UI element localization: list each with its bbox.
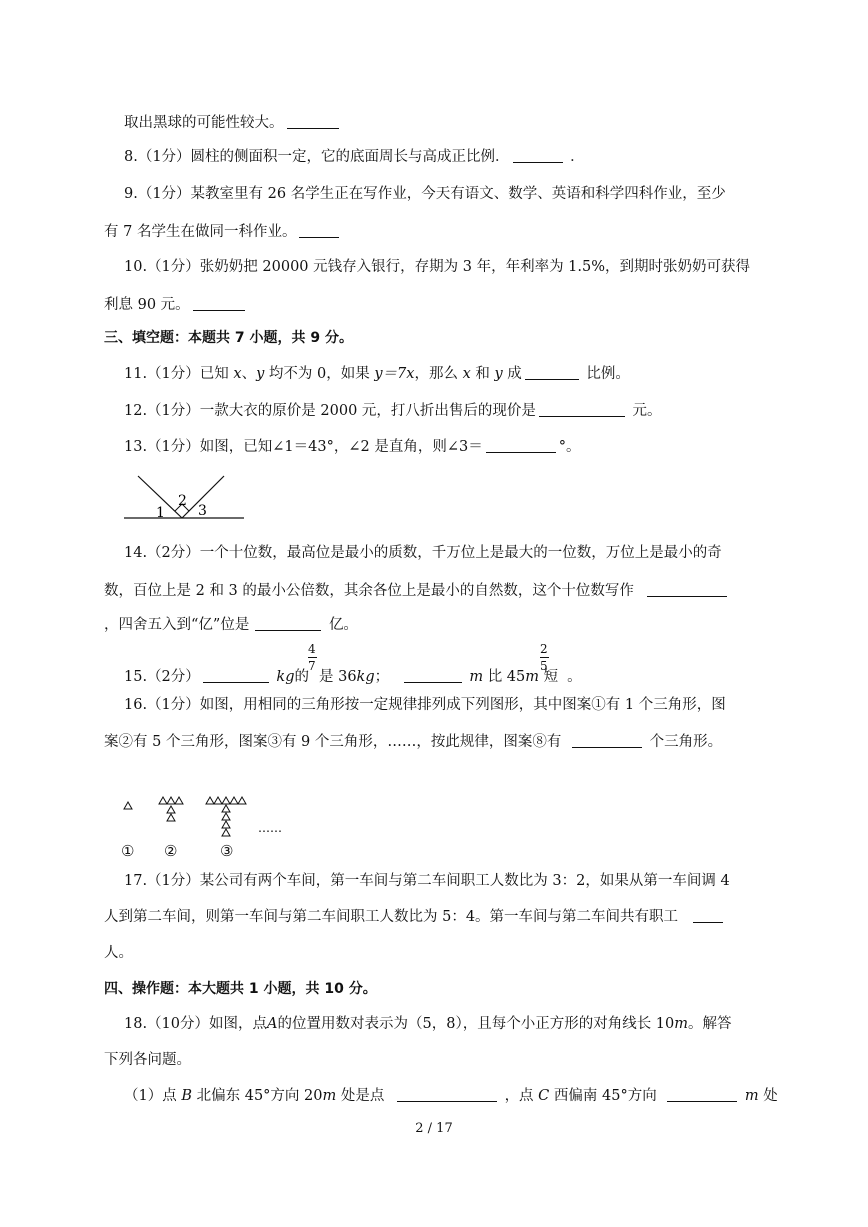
question-text: 10.（1分）张奶奶把 20000 元钱存入银行，存期为 3 年，年利率为 1.5%，到期时张奶奶可获得 — [124, 259, 751, 275]
text: ，四舍五入到“亿”位是 — [104, 617, 250, 633]
equation: y＝7x — [374, 366, 415, 382]
question-14 — [124, 543, 868, 563]
answer-blank[interactable] — [513, 148, 563, 163]
angle-figure — [120, 470, 250, 525]
text: 。 — [567, 669, 582, 685]
answer-blank[interactable] — [693, 908, 723, 923]
text: （1）点 — [124, 1088, 177, 1104]
text: 、 — [241, 366, 257, 382]
denominator: 5 — [540, 659, 548, 673]
answer-blank[interactable] — [404, 668, 462, 683]
answer-blank[interactable] — [255, 616, 321, 631]
var: y — [256, 366, 265, 382]
answer-blank[interactable] — [486, 438, 556, 453]
question-18 — [124, 1014, 868, 1034]
answer-blank[interactable] — [203, 668, 269, 683]
pattern-label-3: ③ — [220, 842, 234, 860]
var: y — [494, 366, 503, 382]
var: x — [233, 366, 242, 382]
text: 15.（2分） — [124, 669, 200, 685]
unit: m — [322, 1088, 337, 1104]
point-label: C — [538, 1088, 550, 1104]
denominator: 7 — [308, 659, 316, 673]
text: 17.（1分）某公司有两个车间，第一车间与第二车间职工人数比为 3：2，如果从第一车间调 4 — [124, 873, 730, 889]
punct: ． — [570, 149, 585, 165]
text: ，点 — [504, 1088, 534, 1104]
unit: kg — [276, 669, 295, 685]
answer-blank[interactable] — [667, 1087, 737, 1102]
fraction — [308, 642, 317, 673]
point-label: B — [181, 1088, 192, 1104]
question-18-cont — [104, 1050, 868, 1070]
point-label: A — [267, 1016, 278, 1032]
text: 元。 — [632, 403, 662, 419]
question-10-cont — [104, 295, 868, 315]
question-14-cont2 — [104, 615, 868, 635]
question-8 — [124, 147, 868, 167]
text: 下列各问题。 — [104, 1052, 191, 1068]
text: 比例。 — [586, 366, 630, 382]
question-11 — [124, 364, 868, 384]
question-text: 9.（1分）某教室里有 26 名学生正在写作业，今天有语文、数学、英语和科学四科作业，至少 — [124, 186, 726, 202]
question-18-part1 — [124, 1086, 868, 1106]
numerator: 2 — [540, 642, 548, 656]
question-text: 8.（1分）圆柱的侧面积一定，它的底面周长与高成正比例． — [124, 149, 510, 165]
question-17-cont2 — [104, 943, 868, 963]
text: 12.（1分）一款大衣的原价是 2000 元，打八折出售后的现价是 — [124, 403, 536, 419]
text: ； — [374, 669, 390, 685]
text: 16.（1分）如图，用相同的三角形按一定规律排列成下列图形，其中图案①有 1 个三角形，图 — [124, 697, 726, 713]
answer-blank[interactable] — [299, 223, 339, 238]
ellipsis: …… — [258, 821, 282, 835]
question-10 — [124, 257, 868, 277]
text: 是 36 — [318, 669, 357, 685]
text: 11.（1分）已知 — [124, 366, 229, 382]
answer-blank[interactable] — [525, 365, 579, 380]
text: 14.（2分）一个十位数，最高位是最小的质数，千万位上是最大的一位数，万位上是最小的奇 — [124, 545, 722, 561]
text: 人到第二车间，则第一车间与第二车间职工人数比为 5：4。第一车间与第二车间共有职工 — [104, 909, 679, 925]
text: 处是点 — [340, 1088, 385, 1104]
question-16 — [124, 695, 868, 715]
text: 和 — [475, 366, 490, 382]
answer-blank[interactable] — [397, 1087, 497, 1102]
angle-label-3: 3 — [198, 503, 207, 519]
text: 13.（1分）如图，已知∠1＝43°，∠2 是直角，则∠3＝ — [124, 439, 483, 455]
text: 成 — [507, 366, 522, 382]
unit: kg — [356, 669, 375, 685]
text: 取出黑球的可能性较大。 — [124, 115, 284, 131]
section-heading: 三、填空题：本题共 7 小题，共 9 分。 — [104, 330, 353, 346]
text: 西偏南 45°方向 — [553, 1088, 657, 1104]
question-9-cont — [104, 222, 868, 242]
unit: m — [744, 1088, 759, 1104]
text: 比 45 — [487, 669, 526, 685]
page-number: 2 / 17 — [415, 1121, 453, 1136]
question-9 — [124, 184, 868, 204]
text: 案②有 5 个三角形，图案③有 9 个三角形，……，按此规律，图案⑧有 — [104, 734, 562, 750]
numerator: 4 — [308, 642, 316, 656]
unit: m — [674, 1016, 689, 1032]
question-17 — [124, 871, 868, 891]
text: 的 — [294, 669, 309, 685]
text: 北偏东 45°方向 20 — [196, 1088, 323, 1104]
triangle-pattern-figure — [118, 792, 298, 842]
question-14-cont — [104, 581, 868, 601]
angle-label-1: 1 — [156, 505, 165, 521]
text: 18.（10分）如图，点 — [124, 1016, 268, 1032]
var: x — [462, 366, 471, 382]
answer-blank[interactable] — [647, 582, 727, 597]
section-heading: 四、操作题：本大题共 1 小题，共 10 分。 — [104, 981, 377, 997]
question-17-cont — [104, 907, 868, 927]
text: 处 — [763, 1088, 778, 1104]
text: 。解答 — [688, 1016, 732, 1032]
triangle — [124, 802, 132, 809]
question-16-cont — [104, 732, 868, 752]
question-text: 有 7 名学生在做同一科作业。 — [104, 224, 297, 240]
text: ，那么 — [414, 366, 458, 382]
question-13 — [124, 437, 868, 457]
unit: m — [469, 669, 484, 685]
text: 的位置用数对表示为（5，8），且每个小正方形的对角线长 10 — [277, 1016, 675, 1032]
angle-label-2: 2 — [178, 493, 187, 509]
answer-blank[interactable] — [287, 114, 339, 129]
text: 数，百位上是 2 和 3 的最小公倍数，其余各位上是最小的自然数，这个十位数写作 — [104, 583, 634, 599]
unit: m — [525, 669, 540, 685]
text: 个三角形。 — [649, 734, 723, 750]
question-12 — [124, 401, 868, 421]
text: 均不为 0，如果 — [268, 366, 370, 382]
question-text: 利息 90 元。 — [104, 297, 190, 313]
text-line — [124, 113, 868, 133]
text: °。 — [558, 439, 581, 455]
answer-blank[interactable] — [193, 296, 245, 311]
fraction — [540, 642, 549, 673]
pattern-label-1: ① — [121, 842, 135, 860]
answer-blank[interactable] — [572, 733, 642, 748]
text: 人。 — [104, 945, 133, 961]
text: 亿。 — [328, 617, 358, 633]
question-15 — [124, 667, 868, 687]
pattern-label-2: ② — [164, 842, 178, 860]
answer-blank[interactable] — [539, 402, 625, 417]
text: 短 — [543, 669, 559, 685]
